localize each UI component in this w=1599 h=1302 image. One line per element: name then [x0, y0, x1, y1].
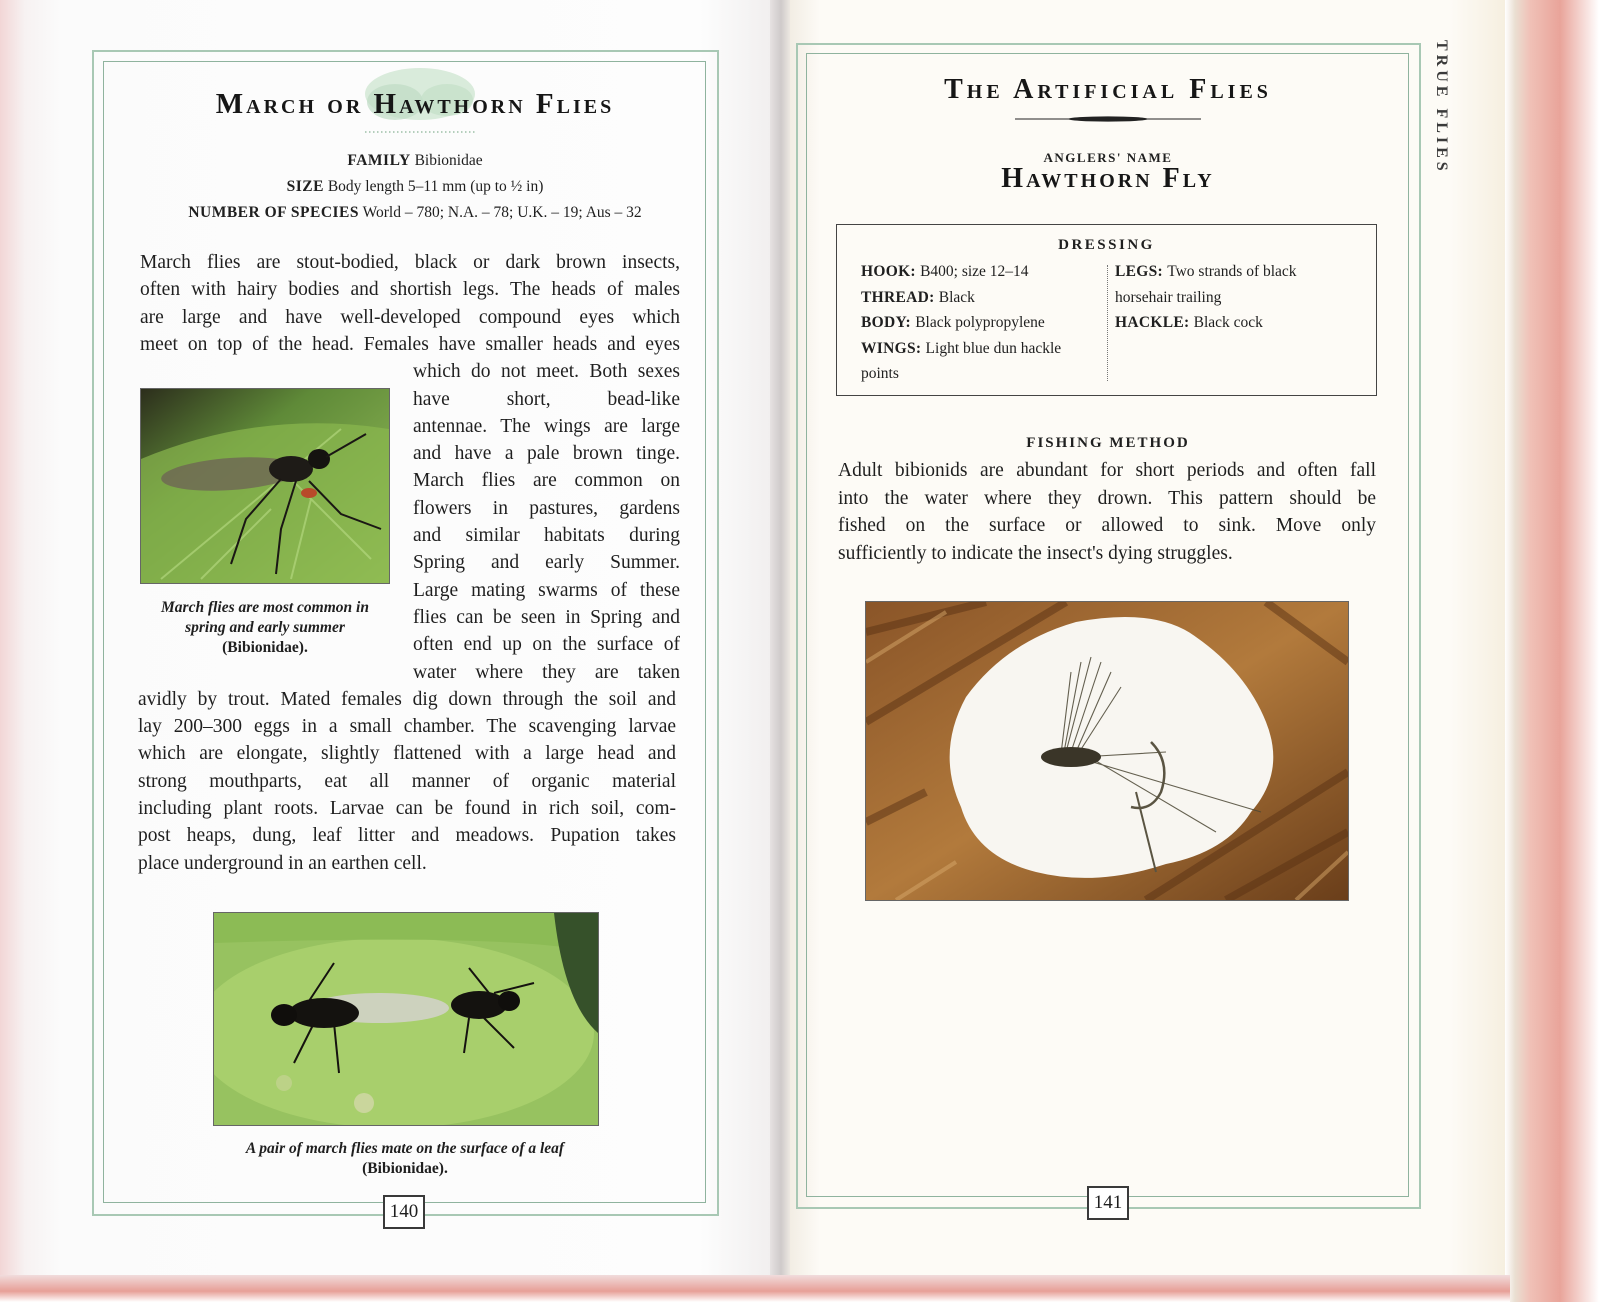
- body-line: meet on top of the head. Females have smaller heads and eyes: [140, 333, 680, 355]
- dressing-value: Black: [938, 288, 975, 306]
- fishing-method-heading: FISHING METHOD: [1026, 435, 1190, 451]
- dressing-box: [836, 224, 1377, 396]
- dressing-label: WINGS:: [861, 339, 926, 357]
- family-label: FAMILY: [347, 152, 411, 169]
- dressing-row: [861, 259, 1061, 285]
- body-line: often end up on the surface of: [413, 634, 680, 656]
- body-line: and similar habitats during: [413, 525, 680, 546]
- page-number-left: 140: [383, 1195, 425, 1229]
- dressing-value: B400; size 12–14: [920, 263, 1029, 280]
- fishing-line: into the water where they drown. This pattern should be: [838, 487, 1376, 509]
- body-line: antennae. The wings are large: [413, 415, 680, 437]
- dressing-label: BODY:: [861, 314, 916, 331]
- page-edge: [1505, 0, 1599, 1302]
- dressing-left-column: [861, 259, 1061, 387]
- body-line: which are elongate, slightly flattened with a large head and: [138, 743, 676, 765]
- body-line: strong mouthparts, eat all manner of organic material: [138, 770, 676, 792]
- dressing-label: LEGS:: [1115, 263, 1168, 280]
- species-label: NUMBER OF SPECIES: [188, 204, 360, 221]
- body-line: Large mating swarms of these: [413, 579, 680, 601]
- family-line: [110, 152, 720, 170]
- body-line: and have a pale brown tinge.: [413, 443, 680, 465]
- caption-2-plain: (Bibionidae).: [362, 1160, 448, 1177]
- dressing-row: [861, 361, 1061, 387]
- dressing-value: horsehair trailing: [1115, 288, 1222, 306]
- dressing-row: [861, 285, 1061, 311]
- caption-1: [140, 598, 390, 658]
- body-line: have short, bead-like: [413, 388, 680, 410]
- fly-name: Hawthorn Fly: [1001, 163, 1215, 194]
- hawthorn-fly-image: [866, 602, 1348, 900]
- fishing-line: fished on the surface or allowed to sink. Move only: [838, 515, 1376, 536]
- body-line: post heaps, dung, leaf litter and meadows. Pupation takes: [138, 825, 676, 847]
- body-line: are large and have well-developed compound eyes which: [140, 306, 680, 328]
- body-line: which do not meet. Both sexes: [413, 361, 680, 383]
- bottom-edge: [0, 1275, 1510, 1302]
- body-line: March flies are stout-bodied, black or dark brown insects,: [140, 252, 680, 273]
- dressing-right-column: [1115, 259, 1297, 336]
- size-line: [110, 178, 720, 196]
- page-title: March or Hawthorn Flies: [215, 88, 615, 120]
- family-value: Bibionidae: [414, 152, 483, 169]
- size-value: Body length 5–11 mm (up to ½ in): [327, 178, 544, 195]
- size-label: SIZE: [286, 178, 324, 195]
- dressing-value: Two strands of black: [1167, 263, 1297, 280]
- dressing-value: Black cock: [1193, 314, 1263, 331]
- body-line: flies can be seen in Spring and: [413, 606, 680, 628]
- section-side-tab: TRUE FLIES: [1433, 40, 1450, 175]
- anglers-name-label: ANGLERS' NAME: [1043, 150, 1173, 165]
- caption-2-italic: A pair of march flies mate on the surface of a leaf: [245, 1140, 565, 1157]
- dressing-row: [1115, 259, 1297, 285]
- dressing-heading: DRESSING: [1058, 237, 1155, 253]
- page-number-right: 141: [1087, 1186, 1129, 1220]
- dressing-label: THREAD:: [861, 288, 939, 306]
- species-value: World – 780; N.A. – 78; U.K. – 19; Aus – 32: [362, 204, 642, 221]
- dressing-row: [861, 336, 1061, 362]
- body-line: lay 200–300 eggs in a small chamber. The scavenging larvae: [138, 716, 676, 738]
- body-line: avidly by trout. Mated females dig down through the soil and: [138, 688, 676, 710]
- body-line: place underground in an earthen cell.: [138, 852, 427, 874]
- species-line: [110, 204, 720, 222]
- book-gutter: [770, 0, 792, 1275]
- body-line: often with hairy bodies and shortish legs. The heads of males: [140, 279, 680, 301]
- body-line: including plant roots. Larvae can be found in rich soil, com-: [138, 798, 676, 819]
- dressing-value: Light blue dun hackle: [925, 339, 1062, 357]
- dressing-divider: [1107, 265, 1108, 381]
- title-underline-ornament-icon: [1015, 114, 1201, 124]
- dressing-row: [1115, 285, 1297, 311]
- dressing-value: points: [861, 365, 899, 382]
- dressing-label: HOOK:: [861, 263, 921, 280]
- hawthorn-fly-photo: [865, 601, 1349, 901]
- body-line: March flies are common on: [413, 470, 680, 492]
- caption-1-plain: (Bibionidae).: [222, 639, 308, 656]
- body-line: flowers in pastures, gardens: [413, 497, 680, 519]
- caption-2: [213, 1139, 597, 1179]
- march-fly-photo: [140, 388, 390, 584]
- dressing-row: [861, 310, 1061, 336]
- dressing-row: [1115, 310, 1297, 336]
- fishing-line: Adult bibionids are abundant for short periods and often fall: [838, 460, 1376, 481]
- fishing-line: sufficiently to indicate the insect's dying struggles.: [838, 542, 1233, 564]
- march-fly-image: [141, 389, 389, 583]
- mating-flies-photo: [213, 912, 599, 1126]
- dressing-label: HACKLE:: [1115, 314, 1194, 331]
- mating-flies-image: [214, 913, 598, 1125]
- body-line: water where they are taken: [413, 661, 680, 683]
- dressing-value: Black polypropylene: [915, 314, 1045, 331]
- caption-1-italic: March flies are most common in spring and early summer: [161, 599, 369, 636]
- artificial-flies-title: The Artificial Flies: [944, 74, 1272, 105]
- body-line: Spring and early Summer.: [413, 552, 680, 574]
